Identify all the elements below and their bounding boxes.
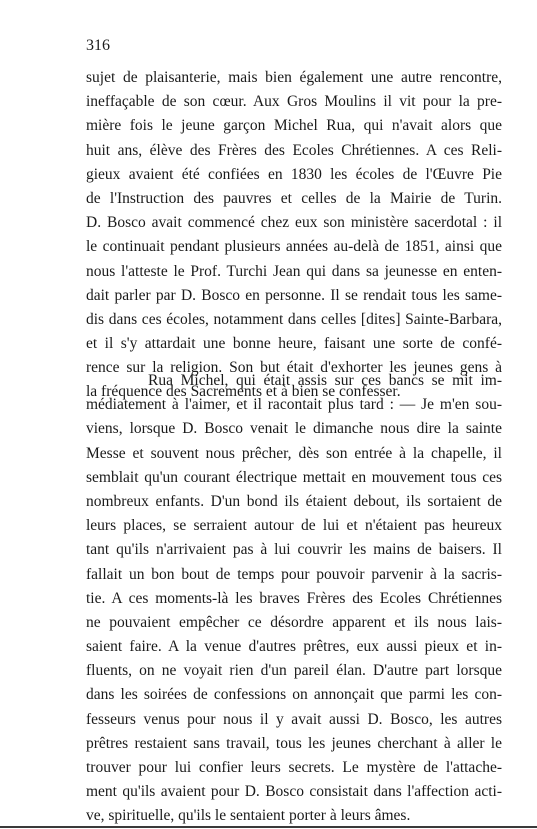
text-line: huit ans, élève des Frères des Ecoles Chrétiennes. A ces Reli- <box>86 141 502 159</box>
paragraph-1 <box>86 66 502 405</box>
text-line: tie. A ces moments-là les braves Frères des Ecoles Chrétiennes <box>86 589 502 607</box>
text-line: leurs places, se serraient autour de lui et n'étaient pas heureux <box>86 517 502 535</box>
text-line: fluents, on ne voyait rien d'un pareil élan. D'autre part lorsque <box>86 662 502 680</box>
text-line: tant qu'ils n'arrivaient pas à lui couvrir les mains de baisers. Il <box>86 541 502 559</box>
text-line: D. Bosco avait commencé chez eux son ministère sacerdotal : il <box>86 214 502 232</box>
text-line: nombreux enfants. D'un bond ils étaient debout, ils sortaient de <box>86 492 502 510</box>
text-line: mière fois le jeune garçon Michel Rua, qui n'avait alors que <box>86 117 502 135</box>
text-line: rence sur la religion. Son but était d'exhorter les jeunes gens à <box>86 359 502 377</box>
text-line: dis dans ces écoles, notamment dans celles [dites] Sainte-Barbara, <box>86 310 502 328</box>
text-line: saient faire. A la venue d'autres prêtres, eux aussi pieux et in- <box>86 638 502 656</box>
text-line: trouver pour lui confier leurs secrets. Le mystère de l'attache- <box>86 759 502 776</box>
text-line: viens, lorsque D. Bosco venait le dimanche nous dire la sainte <box>86 420 502 438</box>
text-line: et il s'y attardait une bonne heure, faisant une sorte de confé- <box>86 335 502 353</box>
text-line: fallait un bon bout de temps pour pouvoir parvenir à la sacris- <box>86 565 502 583</box>
paragraph-2 <box>86 369 502 829</box>
text-line: sujet de plaisanterie, mais bien également une autre rencontre, <box>86 69 502 86</box>
text-line: nous l'atteste le Prof. Turchi Jean qui dans sa jeunesse en enten- <box>86 262 502 280</box>
text-line: ineffaçable de son cœur. Aux Gros Moulins il vit pour la pre- <box>86 93 502 111</box>
text-line: Rua Michel, qui était assis sur ces bancs se mit im- <box>148 372 502 389</box>
text-line: dait parler par D. Bosco en personne. Il se rendait tous les same- <box>86 286 502 304</box>
text-line: le continuait pendant plusieurs années au-delà de 1851, ainsi que <box>86 238 502 256</box>
text-line: dans les soirées de confessions on annonçait que parmi les con- <box>86 686 502 704</box>
text-line: fesseurs venus pour nous il y avait aussi D. Bosco, les autres <box>86 710 502 728</box>
text-line: ne pouvaient empêcher ce désordre apparent et ils nous lais- <box>86 613 502 631</box>
text-line: semblait qu'un courant électrique mettait en mouvement tous ces <box>86 468 502 486</box>
text-line: médiatement à l'aimer, et il racontait plus tard : — Je m'en sou- <box>86 396 502 414</box>
text-line: Messe et souvent nous prêcher, dès son entrée à la chapelle, il <box>86 444 502 462</box>
text-line: la fréquence des Sacrements et à bien se confesser. <box>86 383 401 401</box>
text-line: gieux avaient été confiées en 1830 les écoles de l'Œuvre Pie <box>86 165 502 183</box>
text-line: ve, spirituelle, qu'ils le sentaient porter à leurs âmes. <box>86 807 411 825</box>
text-line: de l'Instruction des pauvres et celles de la Mairie de Turin. <box>86 189 502 207</box>
text-line: ment qu'ils avaient pour D. Bosco consistait dans l'affection acti- <box>86 783 502 801</box>
text-line: prêtres restaient sans travail, tous les jeunes cherchant à aller le <box>86 734 502 752</box>
page-number: 316 <box>86 37 110 54</box>
